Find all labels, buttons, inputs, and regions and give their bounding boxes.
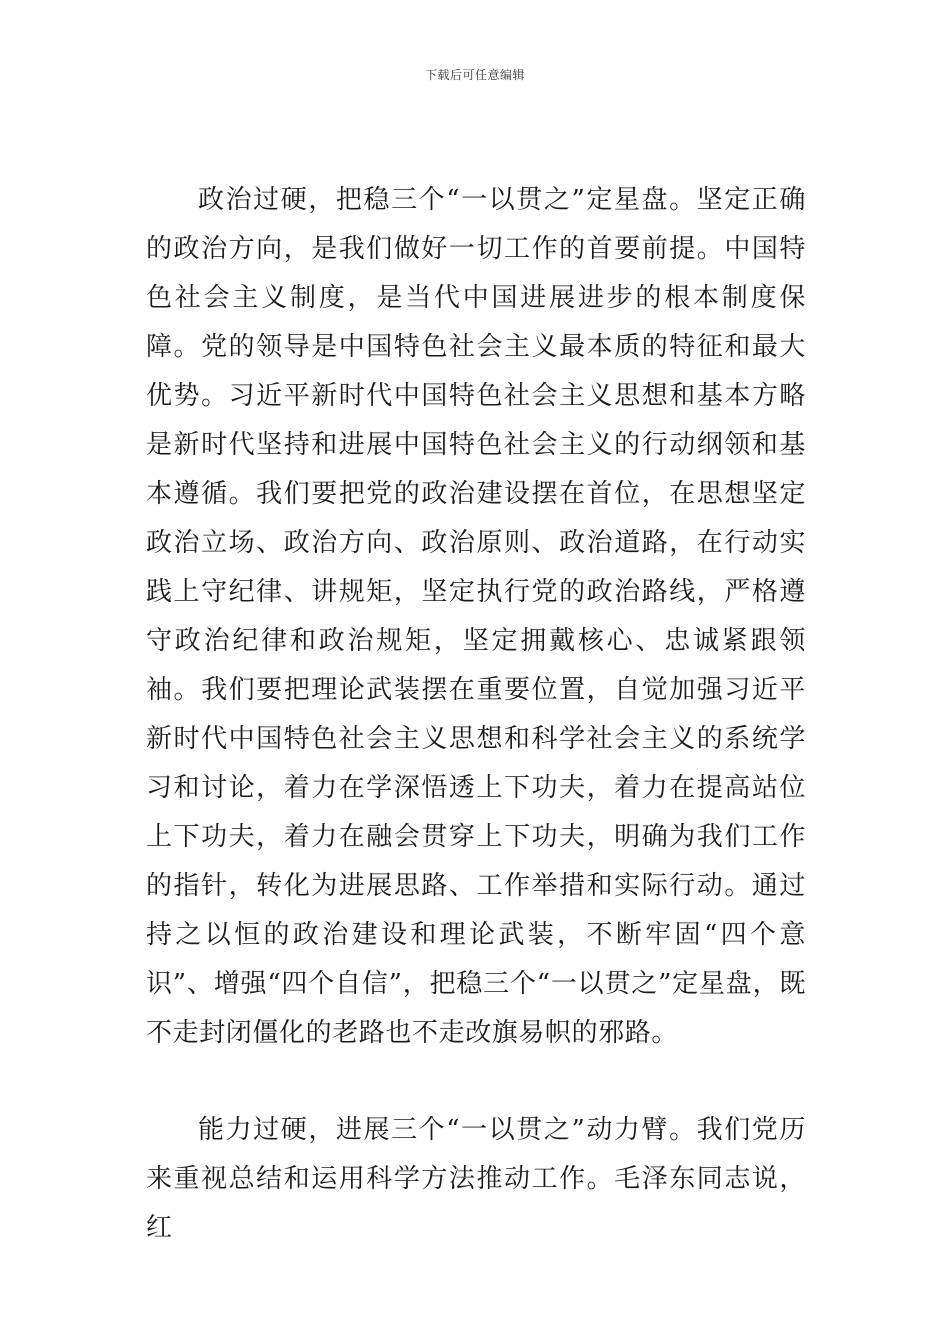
paragraph-ability: 能力过硬，进展三个“一以贯之”动力臂。我们党历来重视总结和运用科学方法推动工作。毛泽东同志说，红 [146,1115,806,1243]
paragraph-political: 政治过硬，把稳三个“一以贯之”定星盘。坚定正确的政治方向，是我们做好一切工作的首要前提。中国特色社会主义制度，是当代中国进展进步的根本制度保障。党的领导是中国特色社会主义最本质的特征和最大优势。习近平新时代中国特色社会主义思想和基本方略是新时代坚持和进展中国特色社会主义的行动纲领和基本遵循。我们要把党的政治建设摆在首位，在思想坚定政治立场、政治方向、政治原则、政治道路，在行动实践上守纪律、讲规矩，坚定执行党的政治路线，严格遵守政治纪律和政治规矩，坚定拥戴核心、忠诚紧跟领袖。我们要把理论武装摆在重要位置，自觉加强习近平新时代中国特色社会主义思想和科学社会主义的系统学习和讨论，着力在学深悟透上下功夫，着力在提高站位上下功夫，着力在融会贯穿上下功夫，明确为我们工作的指针，转化为进展思路、工作举措和实际行动。通过持之以恒的政治建设和理论武装，不断牢固“四个意识”、增强“四个自信”，把稳三个“一以贯之”定星盘，既不走封闭僵化的老路也不走改旗易帜的邪路。 [146,185,806,1048]
header-note: 下载后可任意编辑 [424,68,525,82]
document-body [146,176,806,1253]
